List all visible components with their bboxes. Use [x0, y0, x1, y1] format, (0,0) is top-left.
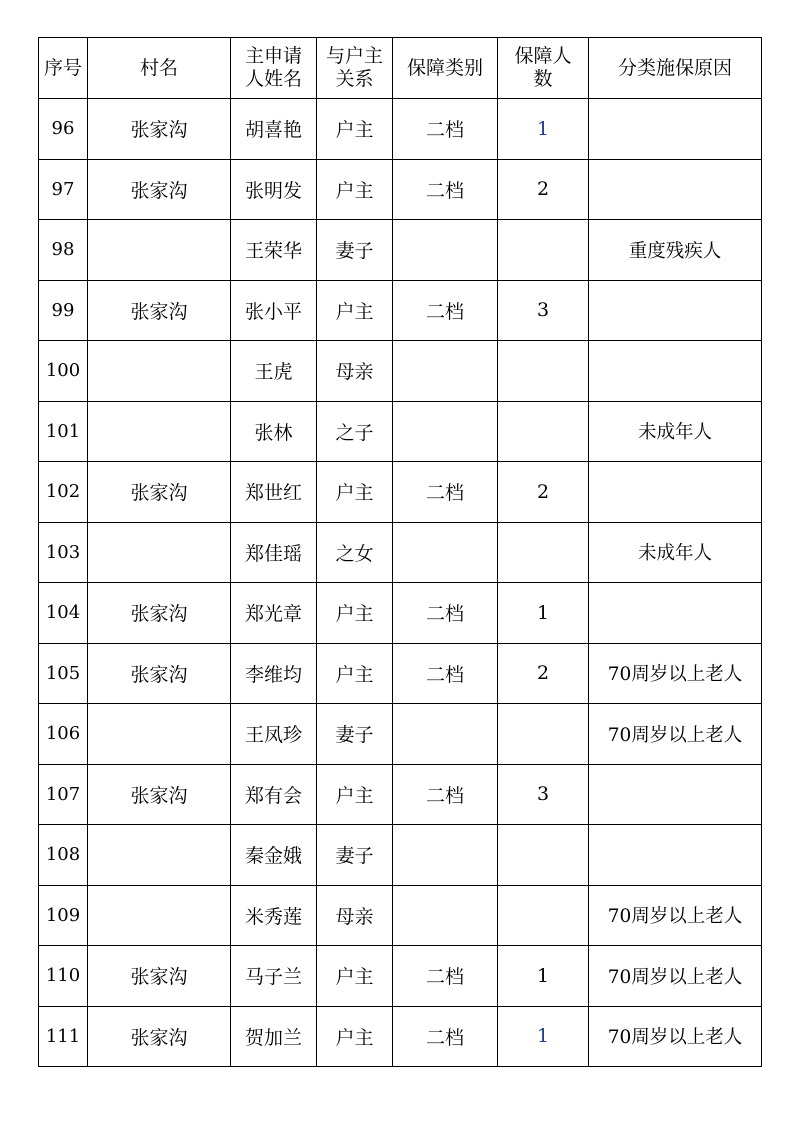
header-applicant-line1: 主申请 — [244, 45, 302, 67]
cell-applicant-name: 李维均 — [231, 643, 317, 704]
cell-village: 张家沟 — [88, 159, 231, 220]
cell-village: 张家沟 — [88, 99, 231, 160]
table-row — [39, 280, 762, 341]
cell-village — [88, 401, 231, 462]
header-count — [498, 38, 589, 99]
cell-count — [498, 825, 589, 886]
cell-applicant-name: 贺加兰 — [231, 1006, 317, 1067]
cell-count: 1 — [498, 946, 589, 1007]
cell-category: 二档 — [393, 946, 498, 1007]
cell-applicant-name: 王凤珍 — [231, 704, 317, 765]
table-row — [39, 462, 762, 523]
cell-village — [88, 522, 231, 583]
cell-relation: 户主 — [317, 1006, 393, 1067]
cell-relation: 户主 — [317, 462, 393, 523]
cell-village: 张家沟 — [88, 946, 231, 1007]
assistance-roster-table — [38, 37, 762, 1067]
cell-village — [88, 704, 231, 765]
header-relation-line2: 关系 — [335, 68, 374, 90]
cell-category — [393, 341, 498, 402]
cell-relation: 户主 — [317, 643, 393, 704]
cell-seq: 105 — [39, 643, 88, 704]
cell-reason: 70周岁以上老人 — [589, 704, 762, 765]
cell-reason — [589, 159, 762, 220]
cell-applicant-name: 米秀莲 — [231, 885, 317, 946]
table-row — [39, 825, 762, 886]
cell-relation: 妻子 — [317, 825, 393, 886]
cell-seq: 102 — [39, 462, 88, 523]
header-count-line2: 数 — [533, 68, 553, 90]
cell-applicant-name: 马子兰 — [231, 946, 317, 1007]
cell-reason: 70周岁以上老人 — [589, 643, 762, 704]
table-row — [39, 220, 762, 281]
cell-seq: 101 — [39, 401, 88, 462]
cell-applicant-name: 王荣华 — [231, 220, 317, 281]
cell-village — [88, 220, 231, 281]
cell-applicant-name: 张林 — [231, 401, 317, 462]
table-row — [39, 522, 762, 583]
cell-seq: 106 — [39, 704, 88, 765]
cell-count: 2 — [498, 643, 589, 704]
cell-seq: 103 — [39, 522, 88, 583]
cell-category — [393, 704, 498, 765]
cell-applicant-name: 张明发 — [231, 159, 317, 220]
header-seq: 序号 — [39, 38, 88, 99]
cell-category — [393, 885, 498, 946]
cell-category: 二档 — [393, 159, 498, 220]
cell-reason — [589, 341, 762, 402]
cell-relation: 户主 — [317, 280, 393, 341]
cell-category — [393, 401, 498, 462]
table-row — [39, 885, 762, 946]
header-relation-line1: 与户主 — [325, 45, 383, 67]
header-row — [39, 38, 762, 99]
cell-seq: 104 — [39, 583, 88, 644]
cell-reason — [589, 825, 762, 886]
table-row — [39, 764, 762, 825]
cell-applicant-name: 郑光章 — [231, 583, 317, 644]
cell-applicant-name: 郑世红 — [231, 462, 317, 523]
header-reason: 分类施保原因 — [589, 38, 762, 99]
cell-seq: 100 — [39, 341, 88, 402]
table-body — [39, 99, 762, 1067]
cell-seq: 98 — [39, 220, 88, 281]
cell-relation: 妻子 — [317, 220, 393, 281]
cell-relation: 妻子 — [317, 704, 393, 765]
table-header — [39, 38, 762, 99]
cell-seq: 99 — [39, 280, 88, 341]
cell-count — [498, 220, 589, 281]
cell-category — [393, 522, 498, 583]
cell-reason — [589, 462, 762, 523]
cell-seq: 109 — [39, 885, 88, 946]
cell-category — [393, 825, 498, 886]
table-row — [39, 946, 762, 1007]
cell-village: 张家沟 — [88, 764, 231, 825]
cell-category: 二档 — [393, 764, 498, 825]
table-row — [39, 643, 762, 704]
cell-reason — [589, 764, 762, 825]
cell-category: 二档 — [393, 462, 498, 523]
header-category: 保障类别 — [393, 38, 498, 99]
table-row — [39, 341, 762, 402]
cell-seq: 96 — [39, 99, 88, 160]
cell-count: 3 — [498, 280, 589, 341]
cell-seq: 97 — [39, 159, 88, 220]
table-row — [39, 159, 762, 220]
cell-count: 3 — [498, 764, 589, 825]
cell-count — [498, 885, 589, 946]
cell-applicant-name: 郑佳瑶 — [231, 522, 317, 583]
cell-relation: 母亲 — [317, 885, 393, 946]
cell-village: 张家沟 — [88, 280, 231, 341]
cell-count — [498, 704, 589, 765]
cell-count — [498, 522, 589, 583]
cell-relation: 户主 — [317, 583, 393, 644]
cell-count: 2 — [498, 159, 589, 220]
cell-count: 1 — [498, 583, 589, 644]
cell-count: 1 — [498, 99, 589, 160]
cell-village: 张家沟 — [88, 643, 231, 704]
cell-relation: 户主 — [317, 159, 393, 220]
cell-applicant-name: 秦金娥 — [231, 825, 317, 886]
cell-relation: 母亲 — [317, 341, 393, 402]
header-applicant-line2: 人姓名 — [244, 68, 302, 90]
cell-relation: 之女 — [317, 522, 393, 583]
cell-count — [498, 341, 589, 402]
table-row — [39, 583, 762, 644]
cell-seq: 111 — [39, 1006, 88, 1067]
cell-reason: 70周岁以上老人 — [589, 946, 762, 1007]
cell-reason — [589, 99, 762, 160]
table-row — [39, 704, 762, 765]
header-count-line1: 保障人 — [514, 45, 572, 67]
cell-category: 二档 — [393, 280, 498, 341]
table-row — [39, 1006, 762, 1067]
header-applicant — [231, 38, 317, 99]
cell-category: 二档 — [393, 99, 498, 160]
cell-applicant-name: 胡喜艳 — [231, 99, 317, 160]
cell-village: 张家沟 — [88, 1006, 231, 1067]
cell-reason: 未成年人 — [589, 401, 762, 462]
cell-reason: 重度残疾人 — [589, 220, 762, 281]
cell-applicant-name: 郑有会 — [231, 764, 317, 825]
cell-relation: 户主 — [317, 946, 393, 1007]
header-village: 村名 — [88, 38, 231, 99]
cell-village: 张家沟 — [88, 583, 231, 644]
cell-count: 2 — [498, 462, 589, 523]
table-row — [39, 401, 762, 462]
table-row — [39, 99, 762, 160]
cell-count: 1 — [498, 1006, 589, 1067]
cell-reason: 70周岁以上老人 — [589, 885, 762, 946]
header-relation — [317, 38, 393, 99]
cell-reason — [589, 280, 762, 341]
cell-village — [88, 825, 231, 886]
cell-village — [88, 885, 231, 946]
cell-seq: 108 — [39, 825, 88, 886]
cell-relation: 之子 — [317, 401, 393, 462]
cell-applicant-name: 张小平 — [231, 280, 317, 341]
cell-reason: 70周岁以上老人 — [589, 1006, 762, 1067]
cell-seq: 110 — [39, 946, 88, 1007]
cell-village — [88, 341, 231, 402]
cell-count — [498, 401, 589, 462]
cell-category — [393, 220, 498, 281]
cell-reason — [589, 583, 762, 644]
cell-category: 二档 — [393, 643, 498, 704]
cell-seq: 107 — [39, 764, 88, 825]
cell-category: 二档 — [393, 583, 498, 644]
cell-village: 张家沟 — [88, 462, 231, 523]
cell-reason: 未成年人 — [589, 522, 762, 583]
cell-relation: 户主 — [317, 99, 393, 160]
cell-applicant-name: 王虎 — [231, 341, 317, 402]
cell-relation: 户主 — [317, 764, 393, 825]
cell-category: 二档 — [393, 1006, 498, 1067]
